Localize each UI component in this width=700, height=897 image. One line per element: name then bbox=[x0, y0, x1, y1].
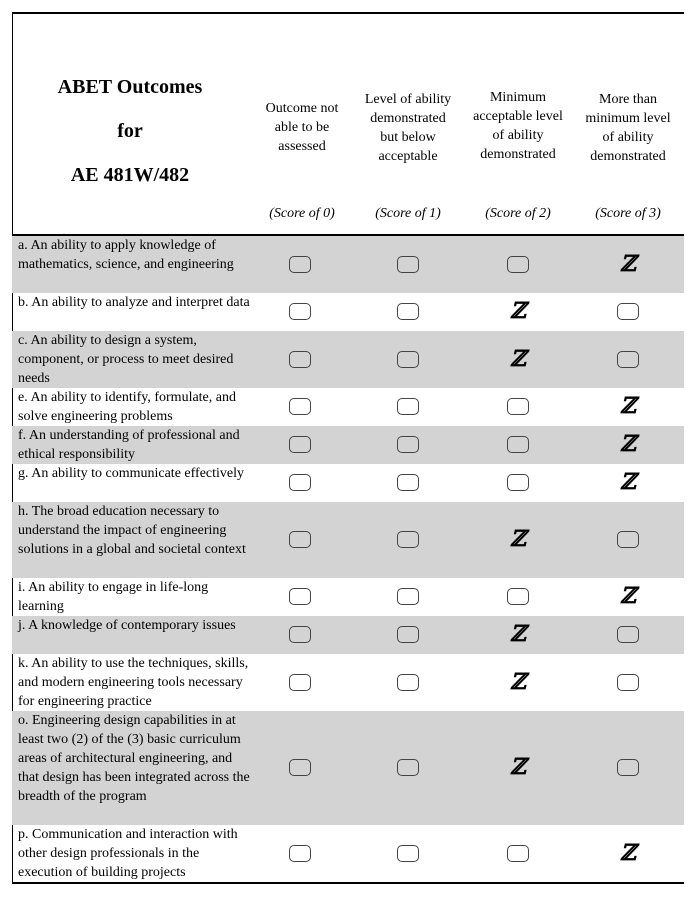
outcome-row bbox=[12, 616, 684, 654]
score-2-checked-checkbox[interactable]: ℤ bbox=[510, 669, 527, 695]
score-3-checkbox[interactable] bbox=[617, 759, 639, 776]
outcome-label: a. An ability to apply knowledge of mathematics, science, and engineering bbox=[18, 238, 234, 272]
outcome-row bbox=[12, 236, 684, 293]
title-line-1: ABET Outcomes bbox=[57, 76, 203, 98]
score-0-checkbox[interactable] bbox=[289, 588, 311, 605]
score-1-checkbox[interactable] bbox=[397, 398, 419, 415]
column-heading-score-3 bbox=[574, 90, 682, 166]
outcome-label: g. An ability to communicate effectively bbox=[18, 466, 245, 481]
outcome-label: h. The broad education necessary to understand the impact of engineering solutions in a global and societal context bbox=[18, 504, 246, 557]
outcome-row bbox=[12, 502, 684, 578]
outcome-row bbox=[12, 825, 684, 882]
score-1-checkbox[interactable] bbox=[397, 531, 419, 548]
outcome-label: p. Communication and interaction with other design professionals in the execution of building projects bbox=[18, 827, 238, 880]
heading-line: Level of ability bbox=[364, 92, 452, 107]
column-heading-score-1 bbox=[354, 90, 462, 166]
outcome-label: i. An ability to engage in life-long learning bbox=[18, 580, 209, 614]
heading-line: More than bbox=[599, 92, 657, 107]
heading-line: acceptable level bbox=[473, 109, 563, 124]
score-3-checked-checkbox[interactable]: ℤ bbox=[620, 840, 637, 866]
outcome-row bbox=[12, 711, 684, 825]
outcome-row bbox=[12, 293, 684, 331]
score-1-checkbox[interactable] bbox=[397, 674, 419, 691]
score-3-checked-checkbox[interactable]: ℤ bbox=[620, 583, 637, 609]
score-3-checked-checkbox[interactable]: ℤ bbox=[620, 469, 637, 495]
score-0-checkbox[interactable] bbox=[289, 626, 311, 643]
score-3-checkbox[interactable] bbox=[617, 531, 639, 548]
score-1-checkbox[interactable] bbox=[397, 256, 419, 273]
outcome-row bbox=[12, 426, 684, 464]
score-2-checked-checkbox[interactable]: ℤ bbox=[510, 754, 527, 780]
score-3-checkbox[interactable] bbox=[617, 674, 639, 691]
score-2-checked-checkbox[interactable]: ℤ bbox=[510, 346, 527, 372]
heading-line: Minimum bbox=[489, 90, 546, 105]
score-2-checked-checkbox[interactable]: ℤ bbox=[510, 526, 527, 552]
column-heading-score-0 bbox=[248, 99, 356, 156]
score-1-checkbox[interactable] bbox=[397, 588, 419, 605]
score-0-checkbox[interactable] bbox=[289, 474, 311, 491]
score-2-checkbox[interactable] bbox=[507, 398, 529, 415]
outcome-row bbox=[12, 388, 684, 426]
outcome-label: e. An ability to identify, formulate, and solve engineering problems bbox=[18, 390, 236, 424]
score-0-checkbox[interactable] bbox=[289, 256, 311, 273]
heading-line: of ability bbox=[602, 130, 654, 145]
score-1-checkbox[interactable] bbox=[397, 351, 419, 368]
heading-line: minimum level bbox=[585, 111, 671, 126]
heading-line: assessed bbox=[278, 139, 326, 154]
outcome-row bbox=[12, 331, 684, 388]
score-3-checked-checkbox[interactable]: ℤ bbox=[620, 251, 637, 277]
score-3-checked-checkbox[interactable]: ℤ bbox=[620, 431, 637, 457]
outcome-row bbox=[12, 654, 684, 711]
bottom-rule bbox=[12, 882, 684, 884]
form-title bbox=[20, 69, 240, 201]
score-2-checked-checkbox[interactable]: ℤ bbox=[510, 621, 527, 647]
score-2-checked-checkbox[interactable]: ℤ bbox=[510, 298, 527, 324]
title-line-2: for bbox=[117, 120, 143, 142]
heading-line: but below bbox=[380, 130, 436, 145]
score-1-checkbox[interactable] bbox=[397, 759, 419, 776]
heading-line: Outcome not bbox=[265, 101, 339, 116]
score-0-checkbox[interactable] bbox=[289, 845, 311, 862]
heading-line: of ability bbox=[492, 128, 544, 143]
score-0-checkbox[interactable] bbox=[289, 674, 311, 691]
score-label-1: (Score of 1) bbox=[375, 206, 441, 221]
score-0-checkbox[interactable] bbox=[289, 759, 311, 776]
score-1-checkbox[interactable] bbox=[397, 303, 419, 320]
score-0-checkbox[interactable] bbox=[289, 436, 311, 453]
score-3-checkbox[interactable] bbox=[617, 303, 639, 320]
score-3-checkbox[interactable] bbox=[617, 351, 639, 368]
score-2-checkbox[interactable] bbox=[507, 436, 529, 453]
heading-line: demonstrated bbox=[590, 149, 666, 164]
heading-line: demonstrated bbox=[370, 111, 446, 126]
score-2-checkbox[interactable] bbox=[507, 588, 529, 605]
outcome-label: c. An ability to design a system, component, or process to meet desired needs bbox=[18, 333, 234, 386]
outcome-label: k. An ability to use the techniques, skills, and modern engineering tools necessary for engineering practice bbox=[18, 656, 249, 709]
score-label-2: (Score of 2) bbox=[485, 206, 551, 221]
outcomes-table-body bbox=[12, 236, 684, 882]
score-0-checkbox[interactable] bbox=[289, 398, 311, 415]
score-3-checkbox[interactable] bbox=[617, 626, 639, 643]
outcome-label: j. A knowledge of contemporary issues bbox=[18, 618, 236, 633]
score-0-checkbox[interactable] bbox=[289, 351, 311, 368]
column-heading-score-2 bbox=[464, 88, 572, 164]
heading-line: acceptable bbox=[378, 149, 438, 164]
outcome-label: f. An understanding of professional and ethical responsibility bbox=[18, 428, 240, 462]
score-1-checkbox[interactable] bbox=[397, 845, 419, 862]
score-0-checkbox[interactable] bbox=[289, 303, 311, 320]
heading-line: able to be bbox=[274, 120, 330, 135]
score-label-0: (Score of 0) bbox=[269, 206, 335, 221]
table-header bbox=[12, 14, 684, 236]
heading-line: demonstrated bbox=[480, 147, 556, 162]
score-3-checked-checkbox[interactable]: ℤ bbox=[620, 393, 637, 419]
title-line-3: AE 481W/482 bbox=[70, 164, 190, 186]
score-1-checkbox[interactable] bbox=[397, 436, 419, 453]
score-label-3: (Score of 3) bbox=[595, 206, 661, 221]
score-2-checkbox[interactable] bbox=[507, 474, 529, 491]
score-1-checkbox[interactable] bbox=[397, 626, 419, 643]
score-2-checkbox[interactable] bbox=[507, 256, 529, 273]
score-2-checkbox[interactable] bbox=[507, 845, 529, 862]
score-0-checkbox[interactable] bbox=[289, 531, 311, 548]
outcome-row bbox=[12, 578, 684, 616]
outcome-row bbox=[12, 464, 684, 502]
outcome-label: b. An ability to analyze and interpret data bbox=[18, 295, 250, 310]
score-1-checkbox[interactable] bbox=[397, 474, 419, 491]
outcome-label: o. Engineering design capabilities in at least two (2) of the (3) basic curriculum areas of architectural engineering, and that design has been integrated across the breadth of the program bbox=[18, 713, 250, 804]
